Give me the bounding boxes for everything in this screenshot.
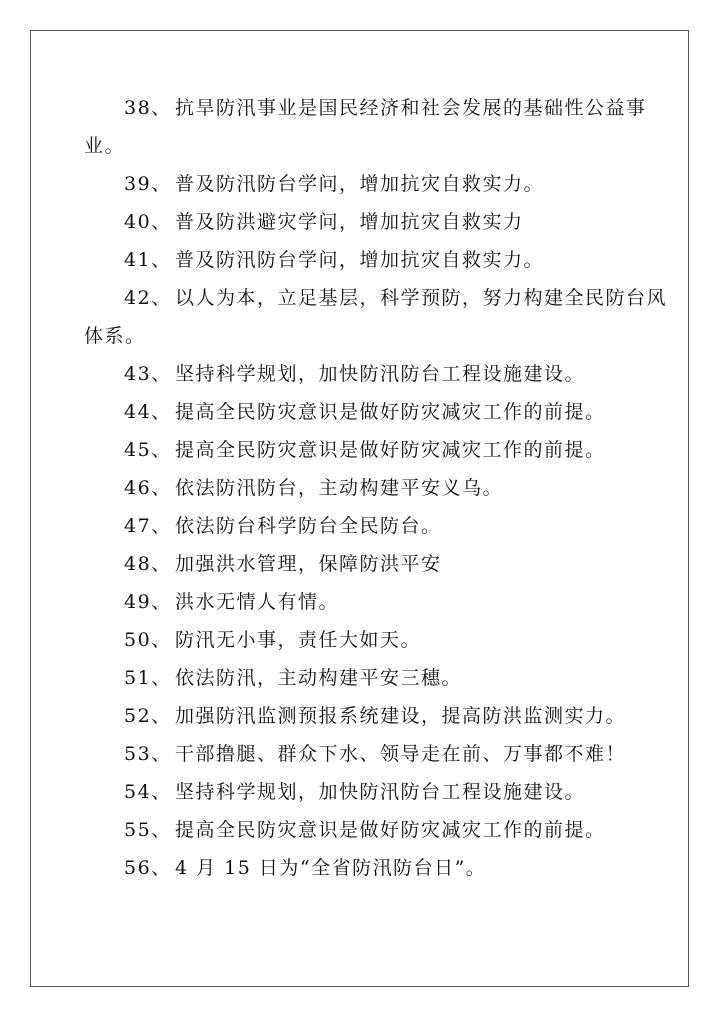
item-number: 39、 xyxy=(124,173,172,195)
item-number: 55、 xyxy=(124,819,172,841)
item-text: 抗旱防汛事业是国民经济和社会发展的基础性公益事 xyxy=(175,97,647,119)
item-number: 38、 xyxy=(124,97,172,119)
item-number: 48、 xyxy=(124,553,172,575)
item-number: 40、 xyxy=(124,211,172,233)
item-text: 普及防汛防台学问，增加抗灾自救实力。 xyxy=(175,173,545,195)
item-text-continuation: 体系。 xyxy=(84,325,146,347)
item-text: 加强洪水管理，保障防洪平安 xyxy=(175,553,442,575)
item-number: 52、 xyxy=(124,705,172,727)
item-text: 依法防汛防台，主动构建平安义乌。 xyxy=(175,477,504,499)
item-number: 49、 xyxy=(124,591,172,613)
item-text: 依法防台科学防台全民防台。 xyxy=(175,515,442,537)
item-text: 依法防汛，主动构建平安三穗。 xyxy=(175,667,463,689)
item-text: 提高全民防灾意识是做好防灾减灾工作的前提。 xyxy=(175,439,606,461)
item-text: 普及防汛防台学问，增加抗灾自救实力。 xyxy=(175,249,545,271)
item-number: 56、 xyxy=(124,857,172,879)
item-number: 54、 xyxy=(124,781,172,803)
item-text: 普及防洪避灾学问，增加抗灾自救实力 xyxy=(175,211,524,233)
item-text: 防汛无小事，责任大如天。 xyxy=(175,629,422,651)
item-number: 43、 xyxy=(124,363,172,385)
item-number: 53、 xyxy=(124,743,172,765)
item-text: 提高全民防灾意识是做好防灾减灾工作的前提。 xyxy=(175,819,606,841)
item-text: 提高全民防灾意识是做好防灾减灾工作的前提。 xyxy=(175,401,606,423)
item-number: 42、 xyxy=(124,287,172,309)
item-number: 46、 xyxy=(124,477,172,499)
item-text: 加强防汛监测预报系统建设，提高防洪监测实力。 xyxy=(175,705,627,727)
item-text: 干部撸腿、群众下水、领导走在前、万事都不难！ xyxy=(175,743,627,765)
item-number: 41、 xyxy=(124,249,172,271)
item-text: 坚持科学规划，加快防汛防台工程设施建设。 xyxy=(175,781,586,803)
item-text: 以人为本，立足基层，科学预防，努力构建全民防台风 xyxy=(175,287,668,309)
item-text: 坚持科学规划，加快防汛防台工程设施建设。 xyxy=(175,363,586,385)
item-text-continuation: 业。 xyxy=(84,135,126,157)
item-text: 4 月 15 日为“全省防汛防台日”。 xyxy=(175,857,487,879)
item-number: 47、 xyxy=(124,515,172,537)
item-number: 50、 xyxy=(124,629,172,651)
item-number: 45、 xyxy=(124,439,172,461)
item-number: 51、 xyxy=(124,667,172,689)
item-text: 洪水无情人有情。 xyxy=(175,591,340,613)
item-number: 44、 xyxy=(124,401,172,423)
